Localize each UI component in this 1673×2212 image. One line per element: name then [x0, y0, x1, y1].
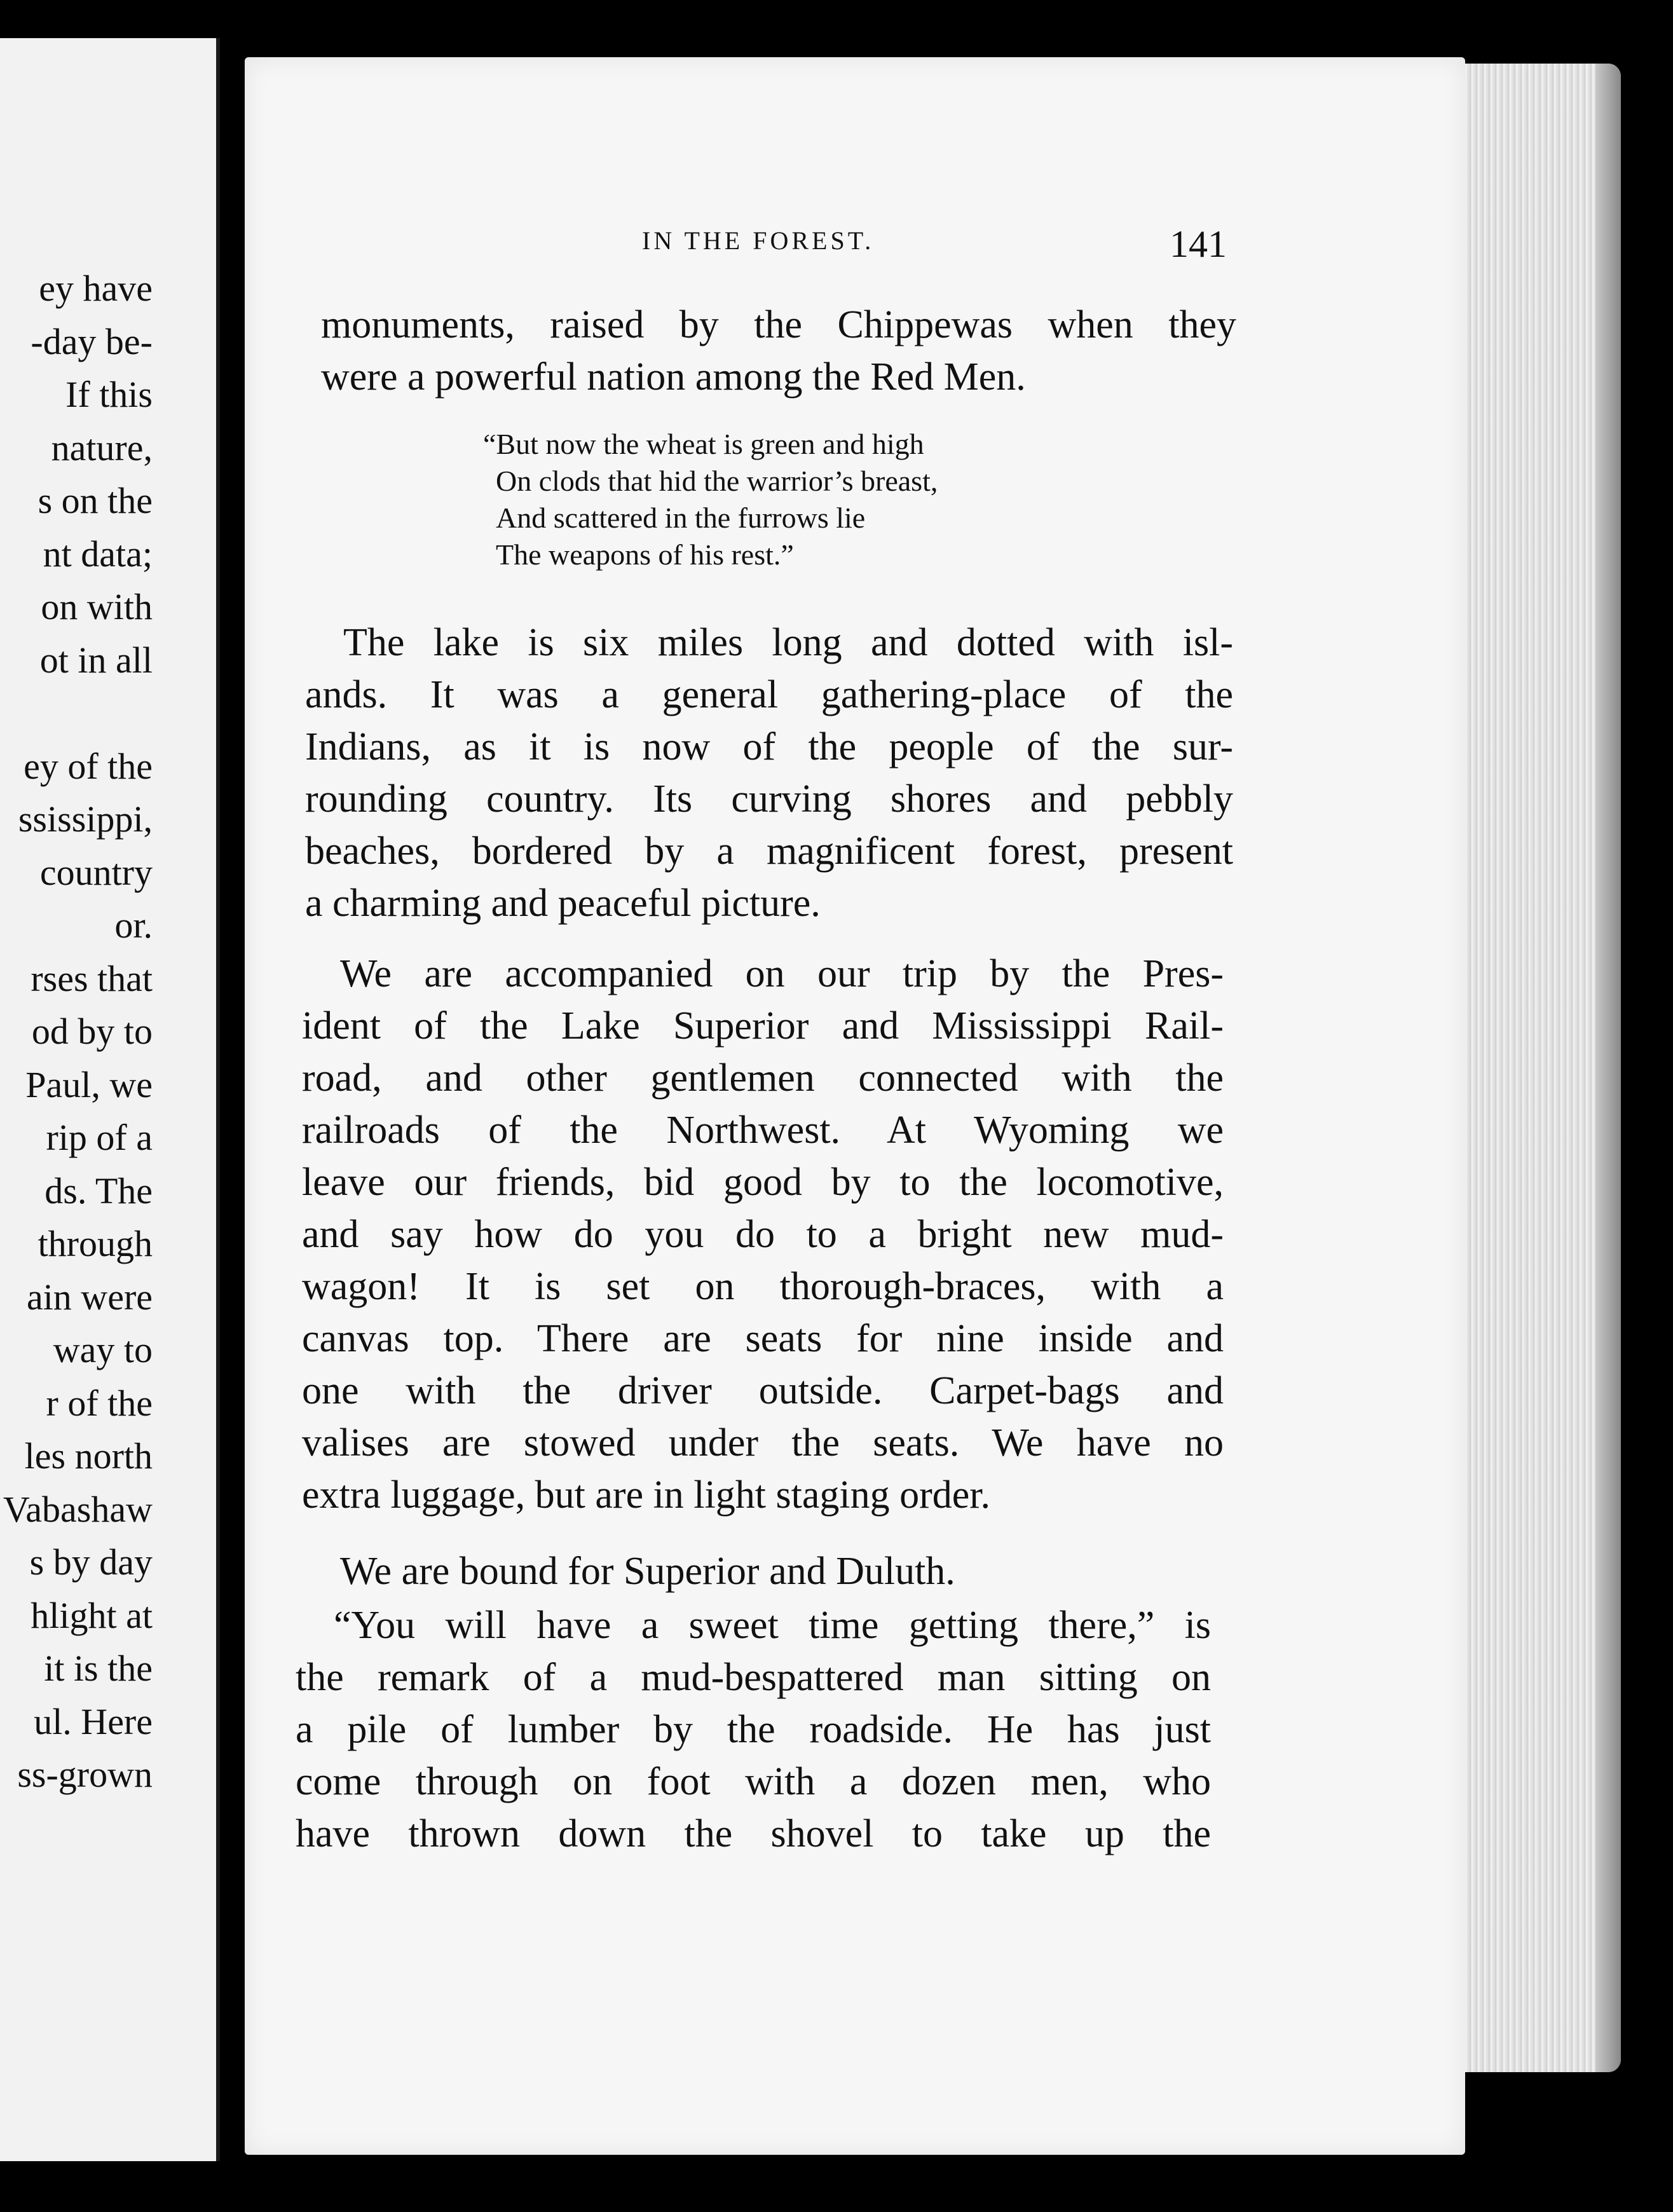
facing-page-line: If this: [65, 374, 153, 415]
text-line: were a powerful nation among the Red Men.: [321, 355, 1026, 399]
text-line: and say how do you do to a bright new mud-: [302, 1213, 1224, 1256]
text-line: Indians, as it is now of the people of the sur-: [305, 725, 1233, 768]
facing-page-line: s on the: [38, 480, 153, 521]
facing-page-line: ain were: [26, 1276, 153, 1318]
facing-page-line: rses that: [31, 957, 153, 999]
text-line: road, and other gentlemen connected with the: [302, 1056, 1224, 1100]
text-line: a pile of lumber by the roadside. He has just: [296, 1708, 1211, 1751]
facing-page-line: -day be-: [31, 320, 153, 362]
paragraph-monuments: [321, 299, 1236, 403]
running-head: IN THE FOREST.: [642, 226, 875, 255]
text-line: leave our friends, bid good by to the locomotive,: [302, 1161, 1224, 1204]
text-line: canvas top. There are seats for nine inside and: [302, 1317, 1224, 1360]
facing-page-line: nt data;: [43, 533, 153, 575]
text-line: We are accompanied on our trip by the Pres-: [340, 952, 1224, 995]
facing-page-line: ssissippi,: [18, 798, 153, 840]
facing-page-line: country: [39, 851, 153, 893]
facing-page-line: on with: [41, 586, 153, 627]
facing-page-line: hlight at: [31, 1594, 153, 1636]
paragraph-bound: [302, 1545, 1217, 1597]
text-line: extra luggage, but are in light staging order.: [302, 1473, 990, 1517]
facing-page-line: Paul, we: [25, 1063, 153, 1105]
verse-quotation: [483, 426, 1068, 573]
text-line: valises are stowed under the seats. We have no: [302, 1421, 1224, 1464]
text-line: rounding country. Its curving shores and pebbly: [305, 777, 1233, 821]
paragraph-trip: [302, 947, 1224, 1520]
facing-page-line: r of the: [46, 1382, 153, 1424]
text-line: ident of the Lake Superior and Mississippi Rail-: [302, 1004, 1224, 1048]
verse-line: On clods that hid the warrior’s breast,: [496, 465, 938, 497]
facing-page-line: through: [38, 1223, 153, 1264]
page-edges: [1449, 64, 1621, 2072]
page-number: 141: [1170, 223, 1227, 265]
facing-page-line: Vabashaw: [3, 1488, 153, 1530]
facing-page-line: ul. Here: [34, 1700, 153, 1742]
facing-page-line: s by day: [29, 1541, 153, 1583]
facing-page-line: ss-grown: [17, 1754, 153, 1795]
facing-page-line: rip of a: [46, 1117, 153, 1158]
facing-page-line: nature,: [51, 427, 153, 468]
verse-line: And scattered in the furrows lie: [496, 502, 866, 534]
text-line: wagon! It is set on thorough-braces, with a: [302, 1265, 1224, 1308]
facing-page-line: ds. The: [44, 1170, 153, 1212]
verse-line: The weapons of his rest.”: [496, 538, 794, 571]
facing-page-line: od by to: [31, 1011, 153, 1052]
facing-page-line: ey of the: [24, 745, 153, 787]
text-line: a charming and peaceful picture.: [305, 882, 821, 925]
facing-page-line: ey have: [39, 268, 153, 309]
text-line: We are bound for Superior and Duluth.: [340, 1550, 955, 1593]
text-line: railroads of the Northwest. At Wyoming we: [302, 1109, 1224, 1152]
paragraph-lake: [305, 617, 1233, 929]
text-line: “You will have a sweet time getting there,” is: [334, 1604, 1211, 1647]
facing-page-line: les north: [24, 1435, 153, 1477]
text-line: monuments, raised by the Chippewas when they: [321, 303, 1236, 346]
text-line: beaches, bordered by a magnificent forest, present: [305, 830, 1233, 873]
text-line: have thrown down the shovel to take up the: [296, 1812, 1211, 1855]
facing-page-line: it is the: [44, 1648, 153, 1689]
text-line: one with the driver outside. Carpet-bags and: [302, 1369, 1224, 1412]
facing-page-left: [0, 38, 220, 2161]
text-line: ands. It was a general gathering-place of the: [305, 673, 1233, 716]
facing-page-line: ot in all: [39, 639, 153, 681]
facing-page-line: way to: [53, 1329, 153, 1370]
text-line: the remark of a mud-bespattered man sitting on: [296, 1656, 1211, 1699]
paragraph-remark: [296, 1599, 1211, 1859]
text-line: come through on foot with a dozen men, who: [296, 1760, 1211, 1803]
verse-line: “But now the wheat is green and high: [483, 428, 924, 460]
text-line: The lake is six miles long and dotted with isl-: [343, 621, 1233, 664]
facing-page-line: or.: [114, 905, 153, 946]
